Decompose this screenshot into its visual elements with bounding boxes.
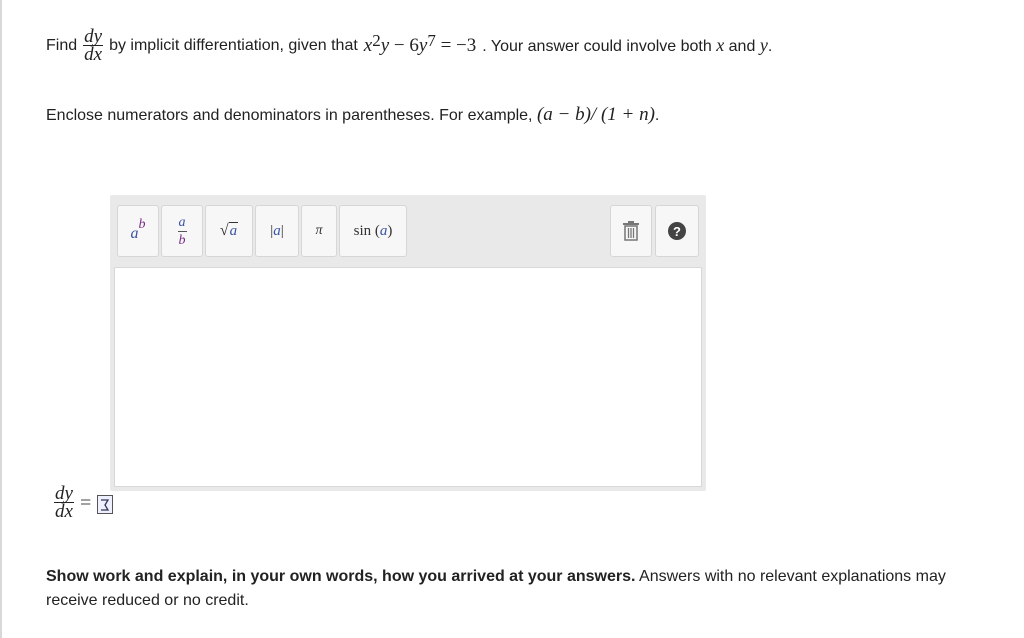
fraction-denominator: dx (84, 44, 103, 65)
show-work-instructions (46, 565, 996, 613)
question-middle-text: by implicit differentiation, given that (109, 36, 358, 54)
given-equation: $x^2y - 6y^7 = -3$ (363, 30, 477, 56)
fraction-button[interactable]: $\frac{a}{b}$ (161, 205, 203, 257)
math-editor (110, 195, 706, 491)
math-expression-icon[interactable] (97, 495, 113, 514)
absolute-value-button[interactable]: | a | (255, 205, 299, 257)
question-text (46, 28, 772, 63)
question-after-equation: . Your answer could involve both x and y. (482, 35, 773, 55)
hint-text: Enclose numerators and denominators in parentheses. For example, (46, 107, 533, 124)
parentheses-hint: Enclose numerators and denominators in parentheses. For example, (a − b)/ (1 + n). (46, 104, 660, 125)
sin-button[interactable]: sin ( a ) (339, 205, 407, 257)
answer-row (54, 485, 113, 520)
fraction-numerator: dy (84, 26, 103, 47)
trash-button[interactable] (610, 205, 652, 257)
page-left-border (0, 0, 2, 638)
variable-x: x (716, 35, 725, 55)
help-icon: ? (668, 222, 686, 240)
show-work-rest: Answers with no relevant explanations may receive reduced or no credit. (46, 568, 946, 609)
sqrt-button[interactable]: √ a (205, 205, 253, 257)
find-label: Find (46, 36, 78, 54)
hint-example: (a − b)/ (1 + n) (536, 104, 655, 125)
variable-y: y (759, 35, 768, 55)
pi-button[interactable]: π (301, 205, 337, 257)
answer-input-area[interactable] (114, 267, 702, 487)
help-button[interactable] (655, 205, 699, 257)
power-button[interactable]: a $^b$ (117, 205, 159, 257)
show-work-bold: Show work and explain, in your own words, how you arrived at your answers. (46, 568, 636, 585)
answer-equals: = (79, 492, 92, 514)
dy-dx-fraction (83, 28, 103, 63)
answer-lhs-fraction: $\frac{dy}{dx}$ (55, 483, 73, 522)
trash-icon (622, 221, 640, 241)
